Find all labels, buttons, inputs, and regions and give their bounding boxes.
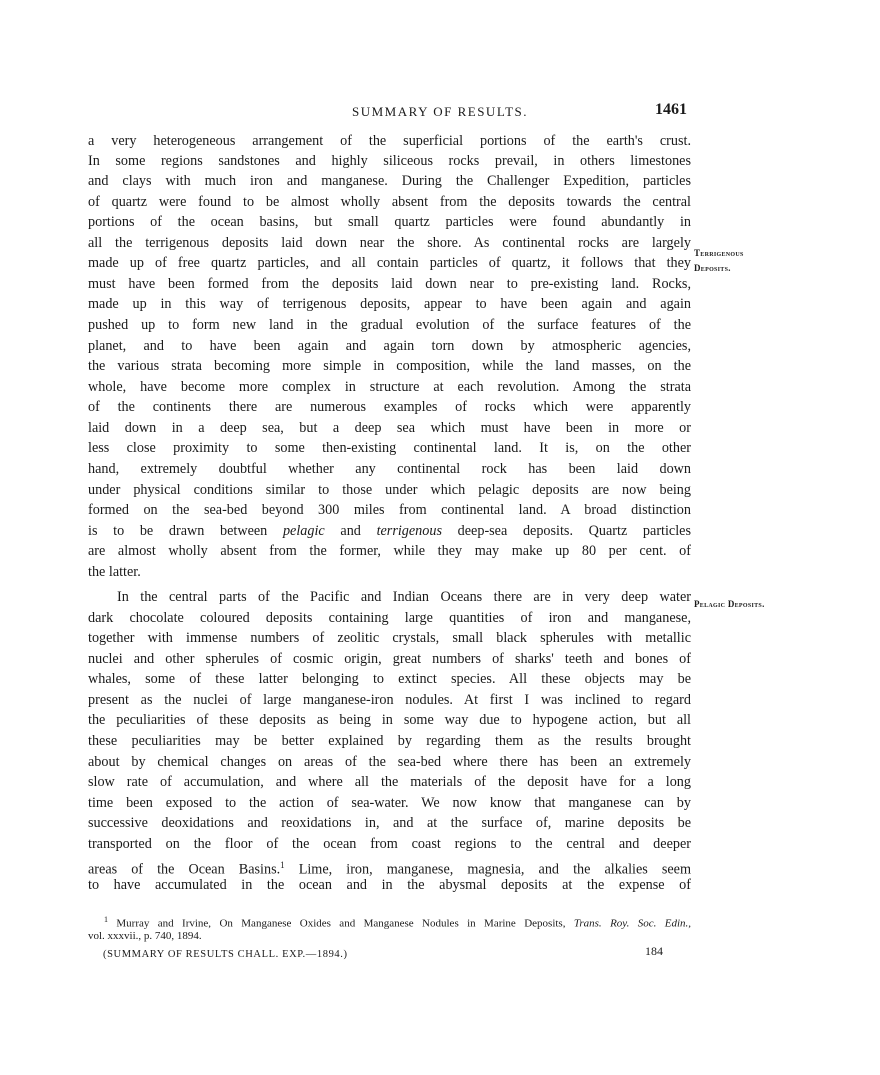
- text-line: formed on the sea-bed beyond 300 miles from continental land. A broad distinction: [88, 502, 691, 518]
- page-number: 1461: [655, 101, 687, 118]
- text-segment: is to be drawn between: [88, 523, 268, 539]
- text-line: under physical conditions similar to those under which pelagic deposits are now being: [88, 482, 691, 498]
- sidenote-terrigenous: Terrigenous: [694, 248, 744, 258]
- text-line: of the continents there are numerous examples of rocks which were apparently: [88, 399, 691, 415]
- text-line: dark chocolate coloured deposits containing large quantities of iron and manganese,: [88, 610, 691, 626]
- text-line: time been exposed to the action of sea-water. We now know that manganese can by: [88, 795, 691, 811]
- text-line: less close proximity to some then-existing continental land. It is, on the other: [88, 440, 691, 456]
- footer-source: (SUMMARY OF RESULTS CHALL. EXP.—1894.): [103, 949, 348, 960]
- text-line: pushed up to form new land in the gradual evolution of the surface features of the: [88, 317, 691, 333]
- text-segment: deep-sea deposits. Quartz particles: [457, 523, 691, 539]
- text-line: of quartz were found to be almost wholly absent from the deposits towards the central: [88, 194, 691, 210]
- text-line: nuclei and other spherules of cosmic origin, great numbers of sharks' teeth and bones of: [88, 651, 691, 667]
- page-header-title: SUMMARY OF RESULTS.: [351, 104, 528, 119]
- text-line: In some regions sandstones and highly siliceous rocks prevail, in others limestones: [88, 153, 691, 169]
- text-line: planet, and to have been again and again torn down by atmospheric agencies,: [88, 338, 691, 354]
- text-line: must have been formed from the deposits laid down near to pre-existing land. Rocks,: [88, 276, 691, 292]
- text-line: whole, have become more complex in structure at each revolution. Among the strata: [88, 379, 691, 395]
- text-line: a very heterogeneous arrangement of the superficial portions of the earth's crust.: [88, 133, 691, 149]
- text-line: transported on the floor of the ocean from coast regions to the central and deeper: [88, 836, 691, 852]
- text-line: these peculiarities may be better explained by regarding them as the results brought: [88, 733, 691, 749]
- text-line: made up of free quartz particles, and all contain particles of quartz, it follows that they: [88, 255, 691, 271]
- paragraph-start: In the central parts of the Pacific and Indian Oceans there are in very deep water: [117, 589, 691, 605]
- footnote-marker: 1: [104, 915, 108, 924]
- text-line: [88, 522, 691, 541]
- text-line: the latter.: [88, 564, 141, 580]
- text-segment: and: [340, 523, 361, 539]
- text-line: together with immense numbers of zeolitic crystals, small black spherules with metallic: [88, 630, 691, 646]
- text-line: the various strata becoming more simple in composition, while the land masses, on the: [88, 358, 691, 374]
- footnote-journal: Trans. Roy. Soc. Edin.,: [573, 917, 691, 930]
- text-segment: Lime, iron, manganese, magnesia, and the alkalies seem: [298, 861, 691, 878]
- text-line: hand, extremely doubtful whether any continental rock has been laid down: [88, 461, 691, 477]
- text-line: the peculiarities of these deposits as being in some way due to hypogene action, but all: [88, 712, 691, 728]
- text-line: and clays with much iron and manganese. During the Challenger Expedition, particles: [88, 173, 691, 189]
- text-line: all the terrigenous deposits laid down near the shore. As continental rocks are largely: [88, 235, 691, 251]
- text-line: successive deoxidations and reoxidations in, and at the surface of, marine deposits be: [88, 815, 691, 831]
- signature-number: 184: [645, 944, 663, 958]
- text-line: portions of the ocean basins, but small quartz particles were found abundantly in: [88, 214, 691, 230]
- sidenote-deposits: Deposits.: [694, 263, 731, 273]
- text-line: whales, some of these latter belonging to extinct species. All these objects may be: [88, 671, 691, 687]
- text-segment: areas of the Ocean Basins.: [88, 861, 281, 878]
- text-line: about by chemical changes on areas of the sea-bed where there has been an extremely: [88, 754, 691, 770]
- text-line: slow rate of accumulation, and where all the materials of the deposit have for a long: [88, 774, 691, 790]
- text-line: made up in this way of terrigenous deposits, appear to have been again and again: [88, 296, 691, 312]
- footnote-ref: 1: [280, 860, 285, 870]
- text-line: present as the nuclei of large manganese-iron nodules. At first I was inclined to regard: [88, 692, 691, 708]
- footnote-line: vol. xxxvii., p. 740, 1894.: [88, 930, 202, 942]
- italic-term-terrigenous: terrigenous: [376, 523, 442, 539]
- footnote-text: Murray and Irvine, On Manganese Oxides and Manganese Nodules in Marine Deposits,: [116, 917, 566, 930]
- text-line: laid down in a deep sea, but a deep sea which must have been in more or: [88, 420, 691, 436]
- text-line: to have accumulated in the ocean and in the abysmal deposits at the expense of: [88, 877, 691, 893]
- italic-term-pelagic: pelagic: [282, 523, 325, 539]
- sidenote-pelagic: Pelagic Deposits.: [694, 599, 765, 609]
- text-line: are almost wholly absent from the former, while they may make up 80 per cent. of: [88, 543, 691, 559]
